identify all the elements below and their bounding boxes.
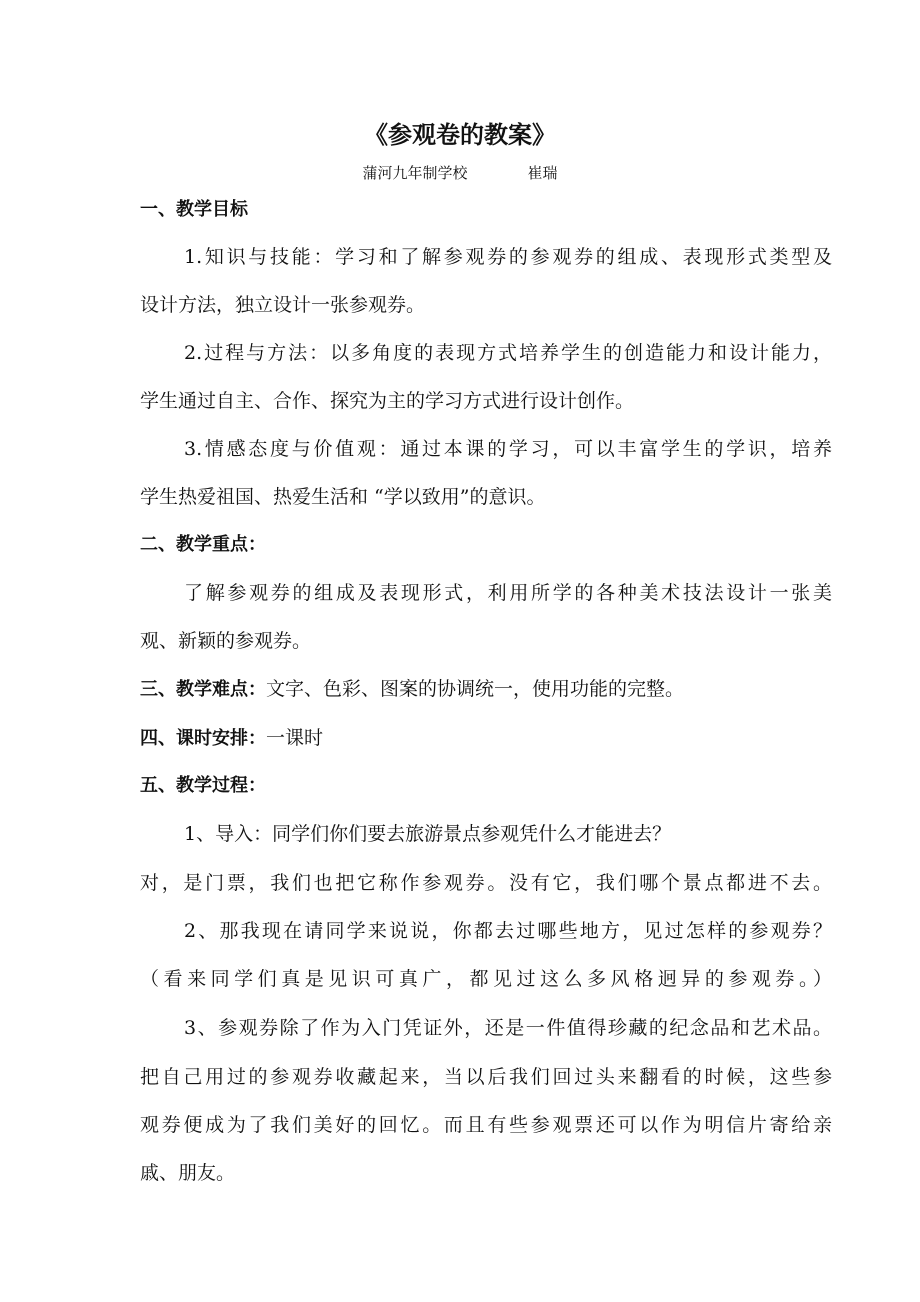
paragraph-line: 学生热爱祖国、热爱生活和 “学以致用”的意识。 (140, 486, 546, 508)
section-heading-schedule: 四、课时安排： (140, 728, 266, 749)
paragraph-line: 1.知识与技能：学习和了解参观券的参观券的组成、表现形式类型及 (184, 246, 832, 268)
section-heading-key-points: 二、教学重点： (140, 534, 266, 555)
document-title: 《参观卷的教案》 (364, 121, 556, 149)
paragraph-line: （看来同学们真是见识可真广，都见过这么多风格迥异的参观券。） (140, 968, 832, 990)
paragraph-line: 对，是门票，我们也把它称作参观券。没有它，我们哪个景点都进不去。 (140, 872, 832, 894)
author-name: 崔瑞 (527, 164, 558, 182)
section-difficulties (140, 674, 832, 705)
section-heading-difficulties: 三、教学难点： (140, 679, 266, 700)
paragraph-line: 学生通过自主、合作、探究为主的学习方式进行设计创作。 (140, 390, 635, 412)
paragraph-line: 戚、朋友。 (140, 1162, 236, 1184)
paragraph-line: 了解参观券的组成及表现形式，利用所学的各种美术技法设计一张美 (184, 582, 832, 604)
section-difficulties-text: 文字、色彩、图案的协调统一，使用功能的完整。 (266, 678, 685, 700)
paragraph-line: 2.过程与方法：以多角度的表现方式培养学生的创造能力和设计能力， (184, 342, 832, 364)
paragraph-line: 观券便成为了我们美好的回忆。而且有些参观票还可以作为明信片寄给亲 (140, 1114, 832, 1136)
paragraph-line: 设计方法，独立设计一张参观券。 (140, 294, 426, 316)
paragraph-line: 3、参观券除了作为入门凭证外，还是一件值得珍藏的纪念品和艺术品。 (184, 1017, 832, 1039)
author-school: 蒲河九年制学校 (362, 164, 468, 182)
paragraph-line: 1、导入：同学们你们要去旅游景点参观凭什么才能进去？ (184, 823, 672, 845)
section-schedule-text: 一课时 (266, 727, 324, 749)
paragraph-line: 把自己用过的参观券收藏起来，当以后我们回过头来翻看的时候，这些参 (140, 1066, 832, 1088)
paragraph-line: 观、新颖的参观券。 (140, 630, 312, 652)
author-line (0, 162, 920, 184)
paragraph-line: 2、那我现在请同学来说说，你都去过哪些地方，见过怎样的参观券？ (184, 920, 832, 942)
paragraph-line: 3.情感态度与价值观：通过本课的学习，可以丰富学生的学识，培养 (184, 438, 832, 460)
section-schedule (140, 723, 832, 754)
section-heading-process: 五、教学过程： (140, 775, 266, 796)
section-heading-objectives: 一、教学目标 (140, 199, 248, 220)
